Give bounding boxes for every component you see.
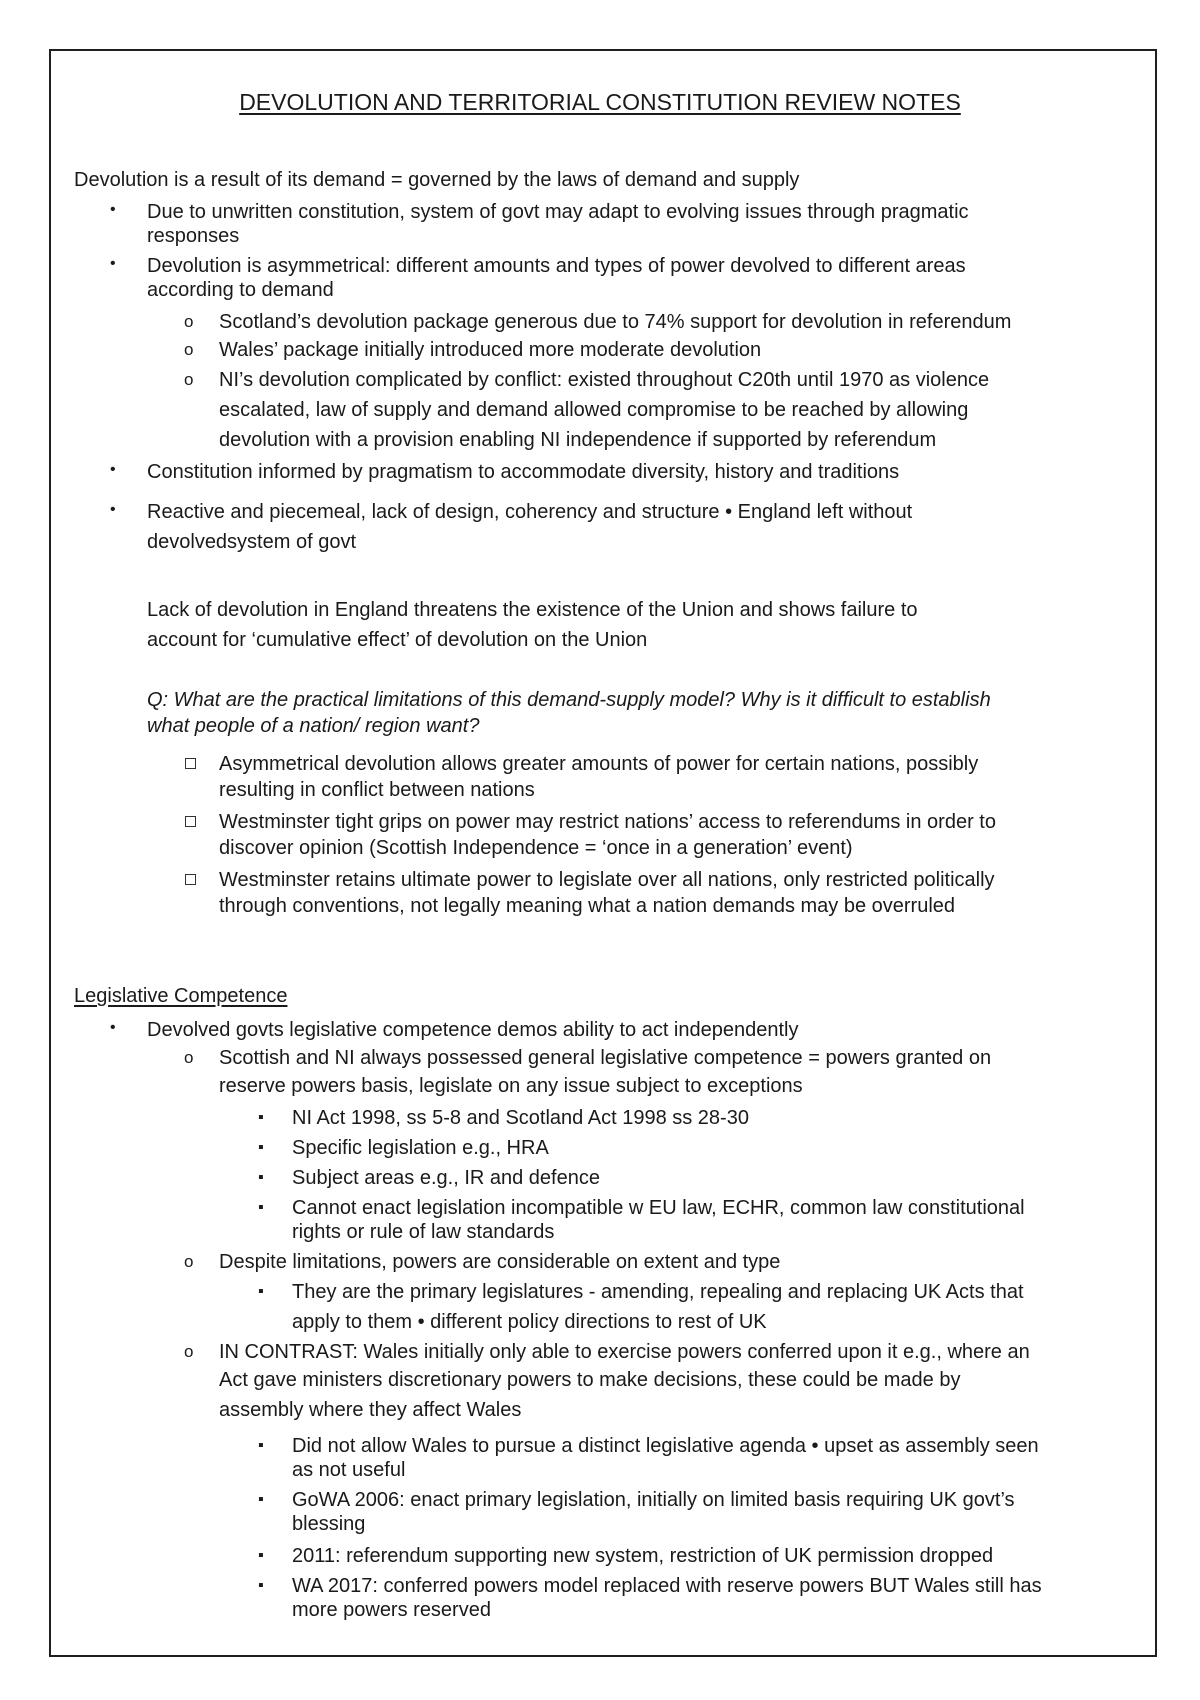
checkbox-bullet <box>185 816 196 827</box>
question-text: what people of a nation/ region want? <box>147 715 480 737</box>
answer-text: Westminster tight grips on power may restrict nations’ access to referendums in order to <box>219 811 996 833</box>
sub-bullet-circle: o <box>184 340 194 359</box>
list-item: GoWA 2006: enact primary legislation, initially on limited basis requiring UK govt’s <box>292 1489 1015 1511</box>
question-text: Q: What are the practical limitations of this demand-supply model? Why is it difficult to establish <box>147 689 991 711</box>
bullet-text: Devolution is asymmetrical: different amounts and types of power devolved to different areas <box>147 255 966 277</box>
answer-text: Asymmetrical devolution allows greater amounts of power for certain nations, possibly <box>219 753 979 775</box>
answer-text: Westminster retains ultimate power to legislate over all nations, only restricted politically <box>219 869 995 891</box>
square-bullet: ▪ <box>258 1109 264 1126</box>
sub-bullet-text: NI’s devolution complicated by conflict: existed throughout C20th until 1970 as violence <box>219 369 990 391</box>
sub-bullet-circle: o <box>184 370 194 389</box>
bullet-dot: • <box>110 461 116 478</box>
list-item: NI Act 1998, ss 5-8 and Scotland Act 1998 ss 28-30 <box>292 1107 749 1129</box>
sub-bullet-text: escalated, law of supply and demand allowed compromise to be reached by allowing <box>219 399 969 421</box>
sub-bullet-circle: o <box>184 1048 194 1067</box>
sub-bullet-text: Act gave ministers discretionary powers to make decisions, these could be made by <box>219 1369 961 1391</box>
square-bullet: ▪ <box>258 1577 264 1594</box>
square-bullet: ▪ <box>258 1139 264 1156</box>
sub-bullet-text: reserve powers basis, legislate on any issue subject to exceptions <box>219 1075 803 1097</box>
square-bullet: ▪ <box>258 1491 264 1508</box>
sub-bullet-text: Wales’ package initially introduced more moderate devolution <box>219 339 762 361</box>
list-item: apply to them • different policy directions to rest of UK <box>292 1311 767 1333</box>
square-bullet: ▪ <box>258 1199 264 1216</box>
answer-text: through conventions, not legally meaning what a nation demands may be overruled <box>219 895 956 917</box>
bullet-dot: • <box>110 1019 116 1036</box>
bullet-dot: • <box>110 255 116 272</box>
list-item: Cannot enact legislation incompatible w EU law, ECHR, common law constitutional <box>292 1197 1025 1219</box>
answer-text: discover opinion (Scottish Independence = ‘once in a generation’ event) <box>219 837 853 859</box>
list-item: 2011: referendum supporting new system, restriction of UK permission dropped <box>292 1545 994 1567</box>
list-item: They are the primary legislatures - amending, repealing and replacing UK Acts that <box>292 1281 1024 1303</box>
england-paragraph: Lack of devolution in England threatens the existence of the Union and shows failure to <box>147 599 918 621</box>
sub-bullet-text: devolution with a provision enabling NI independence if supported by referendum <box>219 429 937 451</box>
list-item: Subject areas e.g., IR and defence <box>292 1167 600 1189</box>
intro-line: Devolution is a result of its demand = governed by the laws of demand and supply <box>74 169 800 191</box>
bullet-text: according to demand <box>147 279 334 301</box>
square-bullet: ▪ <box>258 1283 264 1300</box>
bullet-text: Reactive and piecemeal, lack of design, coherency and structure • England left without <box>147 501 913 523</box>
list-item: Did not allow Wales to pursue a distinct legislative agenda • upset as assembly seen <box>292 1435 1039 1457</box>
section-heading: Legislative Competence <box>74 985 288 1007</box>
sub-bullet-circle: o <box>184 312 194 331</box>
bullet-text: devolvedsystem of govt <box>147 531 356 553</box>
list-item: blessing <box>292 1513 366 1535</box>
checkbox-bullet <box>185 758 196 769</box>
list-item: WA 2017: conferred powers model replaced with reserve powers BUT Wales still has <box>292 1575 1042 1597</box>
square-bullet: ▪ <box>258 1547 264 1564</box>
answer-text: resulting in conflict between nations <box>219 779 535 801</box>
sub-bullet-text: Despite limitations, powers are considerable on extent and type <box>219 1251 781 1273</box>
list-item: Specific legislation e.g., HRA <box>292 1137 549 1159</box>
list-item: more powers reserved <box>292 1599 491 1621</box>
sub-bullet-text: Scottish and NI always possessed general legislative competence = powers granted on <box>219 1047 992 1069</box>
square-bullet: ▪ <box>258 1437 264 1454</box>
sub-bullet-circle: o <box>184 1252 194 1271</box>
bullet-text: Constitution informed by pragmatism to accommodate diversity, history and traditions <box>147 461 900 483</box>
document-title: DEVOLUTION AND TERRITORIAL CONSTITUTION REVIEW NOTES <box>239 89 961 115</box>
square-bullet: ▪ <box>258 1169 264 1186</box>
bullet-dot: • <box>110 501 116 518</box>
sub-bullet-text: Scotland’s devolution package generous due to 74% support for devolution in referendum <box>219 311 1012 333</box>
bullet-text: Due to unwritten constitution, system of govt may adapt to evolving issues through pragmatic <box>147 201 969 223</box>
checkbox-bullet <box>185 874 196 885</box>
england-paragraph: account for ‘cumulative effect’ of devolution on the Union <box>147 629 648 651</box>
bullet-text: Devolved govts legislative competence demos ability to act independently <box>147 1019 799 1041</box>
list-item: as not useful <box>292 1459 406 1481</box>
sub-bullet-text: IN CONTRAST: Wales initially only able to exercise powers conferred upon it e.g., where an <box>219 1341 1030 1363</box>
list-item: rights or rule of law standards <box>292 1221 555 1243</box>
sub-bullet-circle: o <box>184 1342 194 1361</box>
bullet-dot: • <box>110 201 116 218</box>
bullet-text: responses <box>147 225 240 247</box>
sub-bullet-text: assembly where they affect Wales <box>219 1399 522 1421</box>
